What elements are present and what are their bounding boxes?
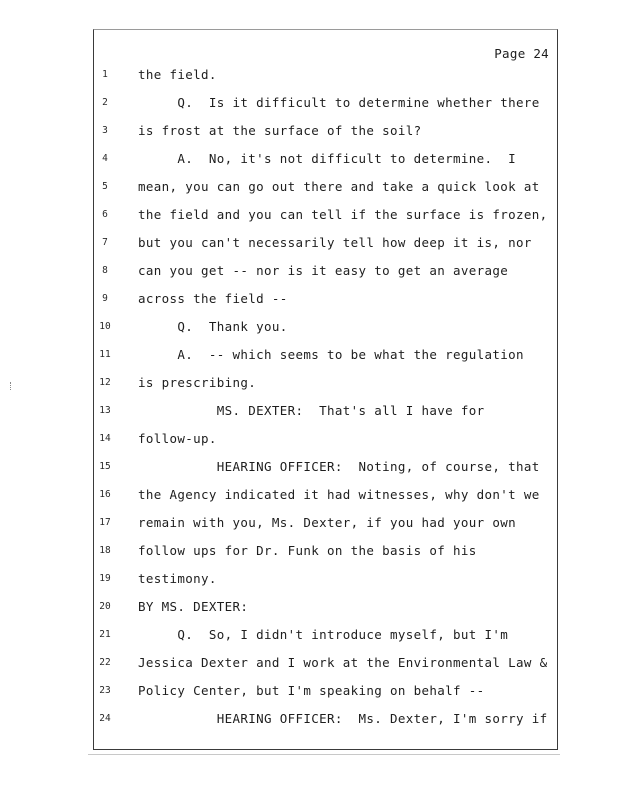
transcript-line (94, 569, 559, 589)
transcript-line (94, 65, 559, 85)
line-text: BY MS. DEXTER: (138, 599, 249, 614)
line-number: 16 (99, 489, 111, 500)
transcript-line (94, 485, 559, 505)
transcript-line (94, 457, 559, 477)
line-number: 4 (102, 153, 108, 164)
line-number: 18 (99, 545, 111, 556)
line-text: the field. (138, 67, 217, 82)
transcript-line (94, 429, 559, 449)
line-text: Jessica Dexter and I work at the Environmental Law & (138, 655, 548, 670)
line-text: mean, you can go out there and take a quick look at (138, 179, 540, 194)
line-number: 20 (99, 601, 111, 612)
line-number: 2 (102, 97, 108, 108)
line-text: the Agency indicated it had witnesses, why don't we (138, 487, 540, 502)
transcript-line (94, 205, 559, 225)
transcript-line (94, 653, 559, 673)
transcript-line (94, 261, 559, 281)
line-number: 3 (102, 125, 108, 136)
margin-mark (10, 382, 15, 390)
line-number: 8 (102, 265, 108, 276)
page-number: Page 24 (494, 46, 549, 61)
line-text: can you get -- nor is it easy to get an average (138, 263, 509, 278)
line-number: 1 (102, 69, 108, 80)
line-number: 7 (102, 237, 108, 248)
line-number: 19 (99, 573, 111, 584)
transcript-line (94, 233, 559, 253)
line-number: 9 (102, 293, 108, 304)
line-number: 23 (99, 685, 111, 696)
transcript-line (94, 317, 559, 337)
line-text: Q. Thank you. (138, 319, 288, 334)
line-number: 17 (99, 517, 111, 528)
bottom-rule (88, 754, 560, 755)
line-number: 11 (99, 349, 111, 360)
transcript-line (94, 625, 559, 645)
line-number: 24 (99, 713, 111, 724)
line-number: 14 (99, 433, 111, 444)
line-text: is frost at the surface of the soil? (138, 123, 422, 138)
transcript-line (94, 373, 559, 393)
transcript-line (94, 345, 559, 365)
line-text: the field and you can tell if the surface is frozen, (138, 207, 548, 222)
line-text: is prescribing. (138, 375, 257, 390)
transcript-line (94, 289, 559, 309)
transcript-line (94, 149, 559, 169)
line-text: Policy Center, but I'm speaking on behalf -- (138, 683, 485, 698)
line-number: 6 (102, 209, 108, 220)
transcript-line (94, 93, 559, 113)
transcript-line (94, 513, 559, 533)
line-number: 13 (99, 405, 111, 416)
line-text: MS. DEXTER: That's all I have for (138, 403, 485, 418)
line-text: but you can't necessarily tell how deep it is, nor (138, 235, 532, 250)
line-text: A. -- which seems to be what the regulation (138, 347, 524, 362)
transcript-line (94, 597, 559, 617)
line-text: testimony. (138, 571, 217, 586)
transcript-line (94, 121, 559, 141)
line-number: 12 (99, 377, 111, 388)
line-text: Q. Is it difficult to determine whether there (138, 95, 540, 110)
transcript-page (93, 29, 558, 750)
line-text: HEARING OFFICER: Noting, of course, that (138, 459, 540, 474)
transcript-line (94, 541, 559, 561)
line-text: Q. So, I didn't introduce myself, but I'm (138, 627, 509, 642)
line-text: follow ups for Dr. Funk on the basis of his (138, 543, 477, 558)
line-text: follow-up. (138, 431, 217, 446)
transcript-line (94, 401, 559, 421)
line-number: 5 (102, 181, 108, 192)
line-text: A. No, it's not difficult to determine. I (138, 151, 517, 166)
transcript-line (94, 681, 559, 701)
transcript-line (94, 177, 559, 197)
line-number: 21 (99, 629, 111, 640)
line-number: 15 (99, 461, 111, 472)
line-text: remain with you, Ms. Dexter, if you had your own (138, 515, 517, 530)
line-text: across the field -- (138, 291, 288, 306)
line-number: 10 (99, 321, 111, 332)
line-number: 22 (99, 657, 111, 668)
line-text: HEARING OFFICER: Ms. Dexter, I'm sorry if (138, 711, 548, 726)
transcript-line (94, 709, 559, 729)
